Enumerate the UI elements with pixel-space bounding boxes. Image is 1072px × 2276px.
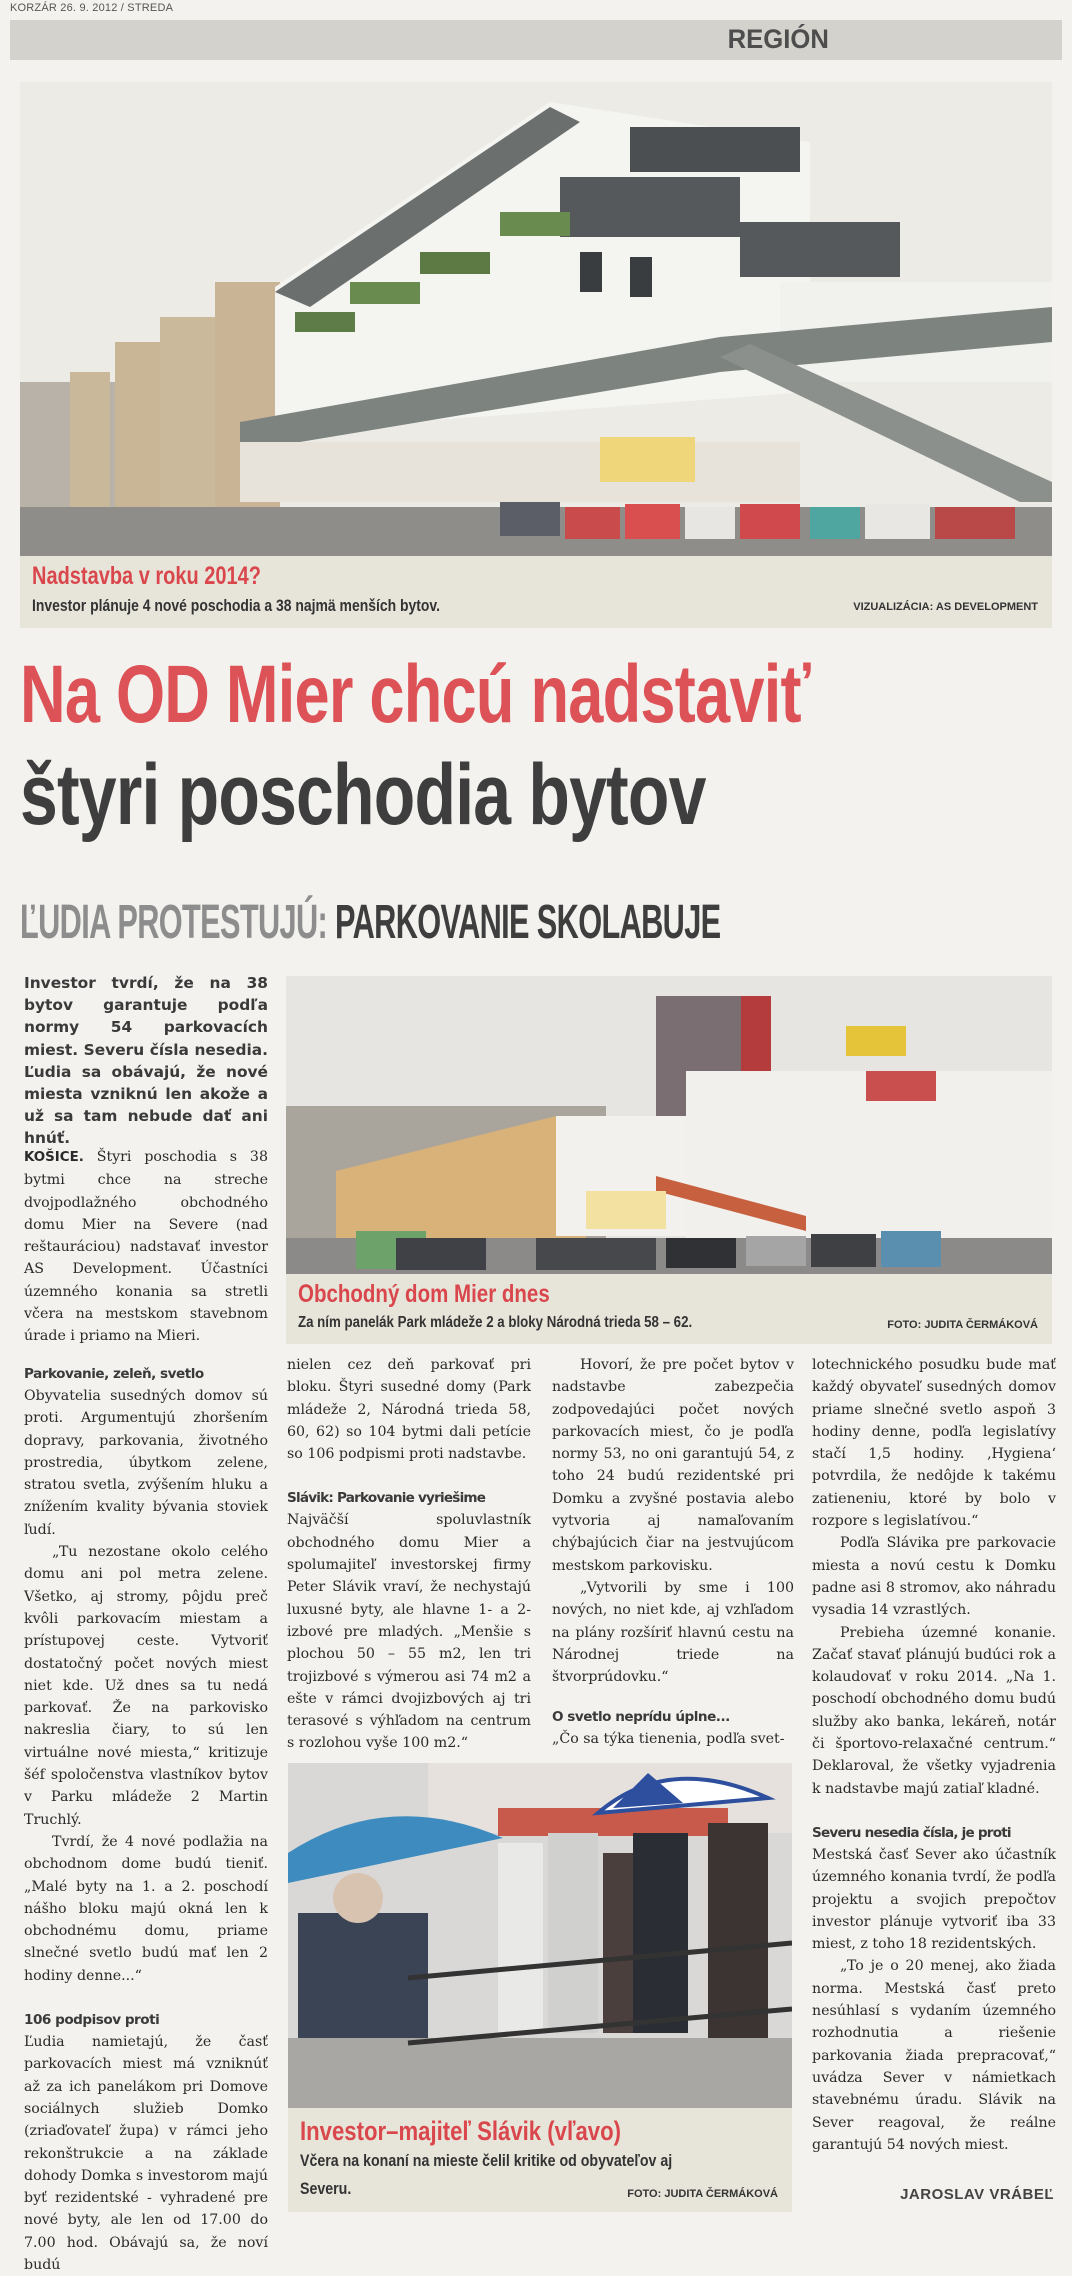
- caption-text: Investor plánuje 4 nové poschodia a 38 najmä menších bytov.: [32, 596, 441, 615]
- bottom-photo-caption: [288, 2108, 792, 2212]
- caption-title: Nadstavba v roku 2014?: [32, 562, 261, 590]
- section-bar: [10, 20, 1062, 60]
- shopping-center-photo: [286, 976, 1052, 1274]
- photo-credit: VIZUALIZÁCIA: AS DEVELOPMENT: [853, 601, 1038, 613]
- headline-line-2: štyri poschodia bytov: [20, 747, 706, 843]
- paragraph-text: Štyri poschodia s 38 bytmi chce na streche dvojpodlažného obchodného domu Mier na Severe (nad reštauráciou) nadstavať investor AS Development. Účastníci územného konania sa stretli včera na mestskom stavebnom úrade i priamo na Mieri.: [24, 1149, 268, 1345]
- paragraph: [24, 1146, 268, 1348]
- column-1-lower: [24, 1363, 268, 2276]
- column-2: [287, 1354, 531, 1755]
- paragraph: Prebieha územné konanie. Začať stavať plánujú budúci rok a kolaudovať v roku 2014. „Na 1. poschodí obchodného domu budú služby ako banka, lekáreň, notár či športovo-relaxačné centrum.“ Deklaroval, že všetky vyjadrenia k nadstavbe majú zatiaľ kladné.: [812, 1624, 1056, 1797]
- paragraph: Obyvatelia susedných domov sú proti. Argumentujú zhoršením dopravy, parkovania, životného prostredia, úbytkom zelene, stratou svetla, zvýšením hluku a znížením kvality bývania stoviek ľudí.: [24, 1388, 268, 1538]
- paragraph: Tvrdí, že 4 nové podlažia na obchodnom dome budú tieniť. „Malé byty na 1. a 2. poschodí nášho bloku majú okná len k obchodnému domu, priame slnečné svetlo budú mať len 2 hodiny denne...“: [24, 1833, 268, 1984]
- building-rendering-image: [20, 82, 1052, 556]
- lead-paragraph: Investor tvrdí, že na 38 bytov garantuje podľa normy 54 parkovacích miest. Severu čísla nesedia. Ľudia sa obávajú, že nové miesta vzniknú len akože a už sa tam nebude dať ani hnúť.: [24, 974, 268, 1148]
- people-with-umbrellas-photo: [288, 1763, 792, 2108]
- subhead-slavik: Slávik: Parkovanie vyriešime: [287, 1490, 486, 1507]
- caption-title: Investor–majiteľ Slávik (vľavo): [300, 2116, 622, 2146]
- photo-credit: FOTO: JUDITA ČERMÁKOVÁ: [887, 1319, 1038, 1331]
- column-4: [812, 1354, 1056, 2156]
- paragraph: Hovorí, že pre počet bytov v nadstavbe zabezpečia zodpovedajúci počet nových parkovacích miest, čo je podľa normy 53, no oni garantujú 54, z toho 24 budú rezidentské pri Domku a zvyšné postavia alebo vytvoria aj namaľovaním chýbajúcich čiar na jestvujúcom mestskom parkovisku.: [552, 1357, 794, 1574]
- paragraph: nielen cez deň parkovať pri bloku. Štyri susedné domy (Park mládeže 2, Národná trieda 58, 60, 62) so 104 bytmi dali petície so 106 podpismi proti nadstavbe.: [287, 1357, 531, 1463]
- section-label: REGIÓN: [728, 24, 830, 54]
- paragraph: lotechnického posudku bude mať každý obyvateľ susedných domov priame slnečné svetlo aspoň 3 hodiny denne, podľa legislatívy stačí 1,5 hodiny. ‚Hygiena‘ potvrdila, že nedôjde k takému zatieneniu, ktoré by bolo v rozpore s legislatívou.“: [812, 1357, 1056, 1530]
- issue-date-line: KORZÁR 26. 9. 2012 / STREDA: [10, 2, 174, 14]
- caption-title: Obchodný dom Mier dnes: [298, 1280, 550, 1308]
- paragraph: „Vytvorili by sme i 100 nových, no niet kde, aj vzhľadom na plány rozšíriť hlavnú cestu na Národnej triede na štvorprúdovku.“: [552, 1579, 794, 1686]
- paragraph: „Čo sa týka tienenia, podľa svet-: [552, 1731, 785, 1748]
- subhead-sever: Severu nesedia čísla, je proti: [812, 1824, 1011, 1841]
- paragraph: Najväčší spoluvlastník obchodného domu Mier a spolumajiteľ investorskej firmy Peter Slávik vraví, že nechystajú luxusné byty, ale hlavne 1- a 2-izbové pre mladých. „Menšie s plochou 50 – 55 m2, len tri trojizbové s výmerou asi 74 m2 a ešte v rámci dvojizbových aj tri terasové s výhľadom na centrum s rozlohou vyše 100 m2.“: [287, 1512, 531, 1752]
- paragraph: Ľudia namietajú, že časť parkovacích miest má vzniknúť až za ich panelákom pri Domove sociálnych služieb Domko (zriaďovateľ župa) v rámci jeho rekonštrukcie a na základe dohody Domka s investorom majú byť rezidentské - vyhradené pre nové byty, ale len od 17.00 do 7.00 hod. Obávajú sa, že noví budú: [24, 2034, 268, 2273]
- subheadline: [20, 895, 721, 950]
- column-1-upper: [24, 1146, 268, 1348]
- subhead-svetlo: O svetlo neprídu úplne...: [552, 1709, 730, 1726]
- subheadline-dark: PARKOVANIE SKOLABUJE: [335, 896, 721, 949]
- headline-line-1: Na OD Mier chcú nadstaviť: [20, 649, 810, 740]
- paragraph: „To je o 20 menej, ako žiada norma. Mestská časť preto nesúhlasí s vydaním územného rozhodnutia a riešenie parkovania žiada prepracovať,“ uvádza Sever v námietkach stavebnému úradu. Slávik na Sever reagoval, že reálne garantujú 54 nových miest.: [812, 1958, 1056, 2153]
- caption-text-line-1: Včera na konaní na mieste čelil kritike od obyvateľov aj: [300, 2152, 673, 2170]
- paragraph: Podľa Slávika pre parkovacie miesta a novú cestu k Domku padne asi 8 stromov, ako náhradu vysadia 14 vzrastlých.: [812, 1535, 1056, 1619]
- middle-photo-caption: [286, 1274, 1052, 1344]
- author-byline: JAROSLAV VRÁBEĽ: [900, 2186, 1054, 2203]
- paragraph: Mestská časť Sever ako účastník územného konania tvrdí, že podľa projektu a svojich prepočtov investor plánuje vytvoriť iba 33 miest, z toho 18 rezidentských.: [812, 1846, 1056, 1953]
- caption-text-line-2: Severu.: [300, 2180, 352, 2198]
- column-3: [552, 1354, 794, 1751]
- subhead-parkovanie: Parkovanie, zeleň, svetlo: [24, 1366, 204, 1382]
- top-photo-caption: [20, 556, 1052, 628]
- subhead-podpisy: 106 podpisov proti: [24, 2012, 160, 2029]
- dateline: KOŠICE.: [24, 1150, 84, 1165]
- paragraph: „Tu nezostane okolo celého domu ani pol metra zelene. Všetko, aj stromy, pôjdu preč kvôli parkovacím miestam a prístupovej ceste. Vytvoriť dostatočný počet nových miest niet kde. Už dnes sa tu nedá parkovať. Že na parkovisko nakreslia čiary, to sú len virtuálne nové miesta,“ kritizuje šéf spoločenstva vlastníkov bytov v Parku mládeže 2 Martin Truchlý.: [24, 1544, 268, 1828]
- photo-credit: FOTO: JUDITA ČERMÁKOVÁ: [627, 2188, 778, 2200]
- subheadline-gray: ĽUDIA PROTESTUJÚ:: [20, 896, 328, 949]
- caption-text: Za ním panelák Park mládeže 2 a bloky Národná trieda 58 – 62.: [298, 1314, 693, 1331]
